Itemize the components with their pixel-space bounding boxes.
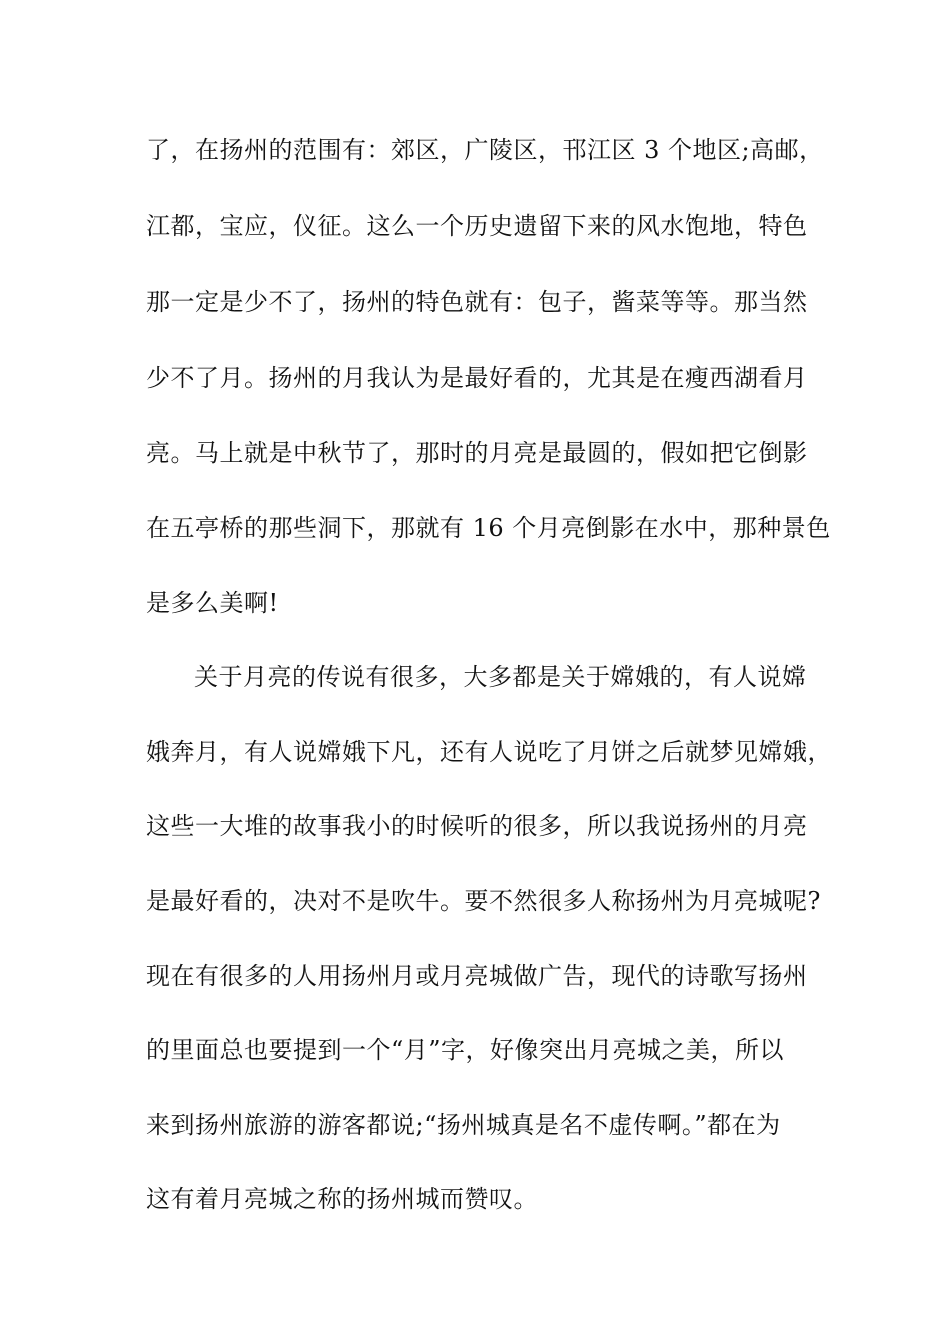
paragraph-2-line-1: 关于月亮的传说有很多，大多都是关于嫦娥的，有人说嫦 bbox=[194, 663, 807, 691]
paragraph-2-line-2: 娥奔月，有人说嫦娥下凡，还有人说吃了月饼之后就梦见嫦娥， bbox=[146, 738, 832, 766]
paragraph-1-line-7: 是多么美啊! bbox=[146, 589, 279, 617]
paragraph-1-line-6: 在五亭桥的那些洞下，那就有 16 个月亮倒影在水中，那种景色 bbox=[146, 514, 831, 542]
paragraph-2-line-3: 这些一大堆的故事我小的时候听的很多，所以我说扬州的月亮 bbox=[146, 812, 808, 840]
paragraph-1-line-5: 亮。马上就是中秋节了，那时的月亮是最圆的，假如把它倒影 bbox=[146, 439, 808, 467]
paragraph-2-line-7: 来到扬州旅游的游客都说;“扬州城真是名不虚传啊。”都在为 bbox=[146, 1111, 781, 1139]
paragraph-1-line-1: 了，在扬州的范围有：郊区，广陵区，邗江区 3 个地区;高邮， bbox=[146, 136, 824, 164]
paragraph-1-line-3: 那一定是少不了，扬州的特色就有：包子，酱菜等等。那当然 bbox=[146, 288, 808, 316]
paragraph-2-line-6: 的里面总也要提到一个“月”字，好像突出月亮城之美，所以 bbox=[146, 1036, 785, 1064]
paragraph-2-line-8: 这有着月亮城之称的扬州城而赞叹。 bbox=[146, 1185, 538, 1213]
paragraph-1-line-4: 少不了月。扬州的月我认为是最好看的，尤其是在瘦西湖看月 bbox=[146, 364, 808, 392]
paragraph-1-line-2: 江都，宝应，仪征。这么一个历史遗留下来的风水饱地，特色 bbox=[146, 212, 808, 240]
paragraph-2-line-4: 是最好看的，决对不是吹牛。要不然很多人称扬州为月亮城呢? bbox=[146, 887, 821, 915]
paragraph-2-line-5: 现在有很多的人用扬州月或月亮城做广告，现代的诗歌写扬州 bbox=[146, 962, 808, 990]
